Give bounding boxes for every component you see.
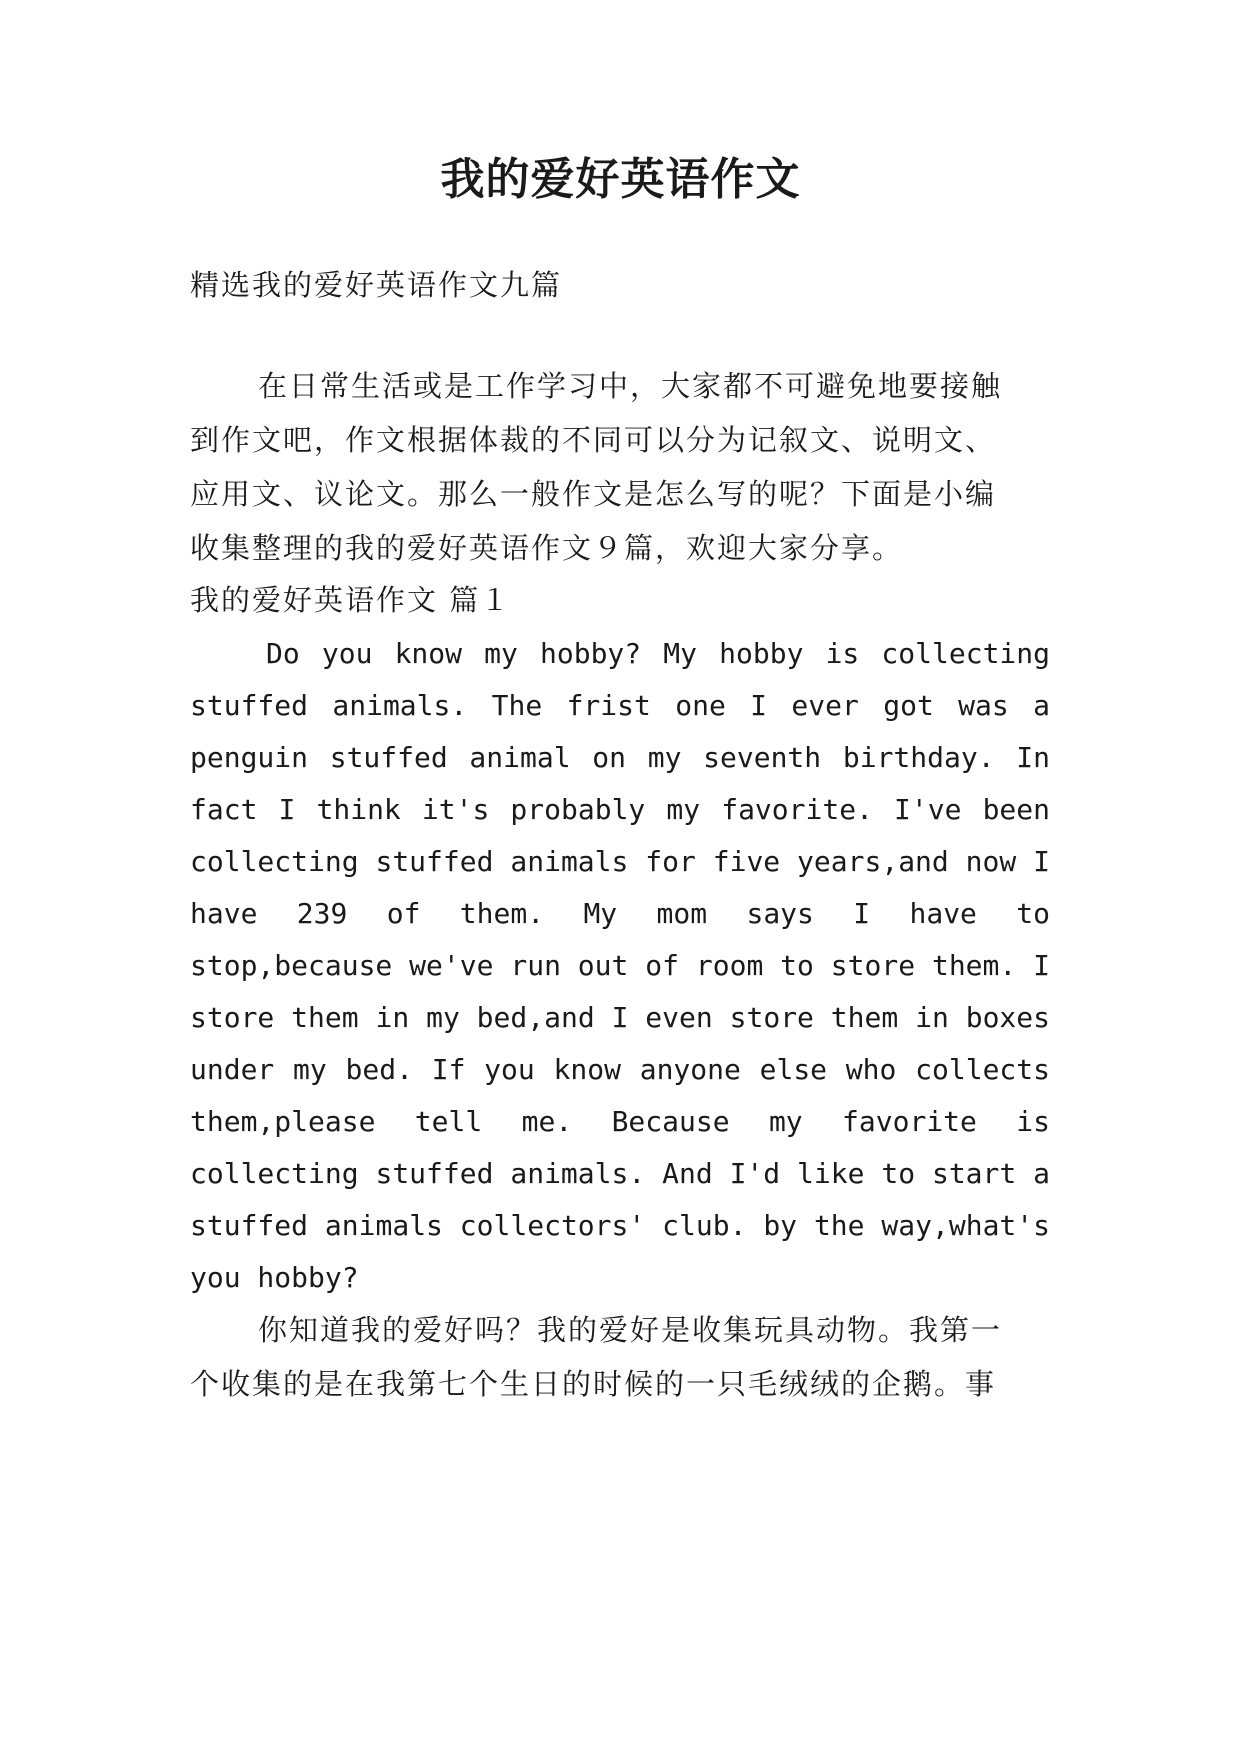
english-line: stuffed animals collectors' club. by the way,what's	[190, 1209, 1050, 1242]
english-line: under my bed. If you know anyone else who collects	[190, 1053, 1050, 1086]
chinese-line: 个收集的是在我第七个生日的时候的一只毛绒绒的企鹅。事	[190, 1367, 997, 1401]
document-title: 我的爱好英语作文	[440, 154, 801, 205]
section-heading: 我的爱好英语作文 篇１	[190, 583, 512, 617]
english-line: have 239 of them. My mom says I have to	[190, 897, 1050, 930]
english-line: Do you know my hobby? My hobby is collecting	[266, 637, 1050, 670]
intro-line: 在日常生活或是工作学习中，大家都不可避免地要接触	[258, 369, 1003, 403]
chinese-line: 你知道我的爱好吗？我的爱好是收集玩具动物。我第一	[258, 1313, 1003, 1347]
intro-line: 到作文吧，作文根据体裁的不同可以分为记叙文、说明文、	[190, 423, 997, 457]
english-line: store them in my bed,and I even store them in boxes	[190, 1001, 1050, 1034]
english-line: them,please tell me. Because my favorite is	[190, 1105, 1050, 1138]
intro-line: 应用文、议论文。那么一般作文是怎么写的呢？下面是小编	[190, 477, 997, 511]
intro-line: 收集整理的我的爱好英语作文９篇，欢迎大家分享。	[190, 531, 904, 565]
english-line: collecting stuffed animals for five years,and now I	[190, 845, 1050, 878]
english-line: stop,because we've run out of room to store them. I	[190, 949, 1050, 982]
english-line: fact I think it's probably my favorite. I've been	[190, 793, 1050, 826]
english-line: stuffed animals. The frist one I ever got was a	[190, 689, 1050, 722]
subtitle: 精选我的爱好英语作文九篇	[190, 268, 563, 302]
english-line: you hobby?	[190, 1261, 359, 1294]
english-line: penguin stuffed animal on my seventh birthday. In	[190, 741, 1050, 774]
english-line: collecting stuffed animals. And I'd like to start a	[190, 1157, 1050, 1190]
